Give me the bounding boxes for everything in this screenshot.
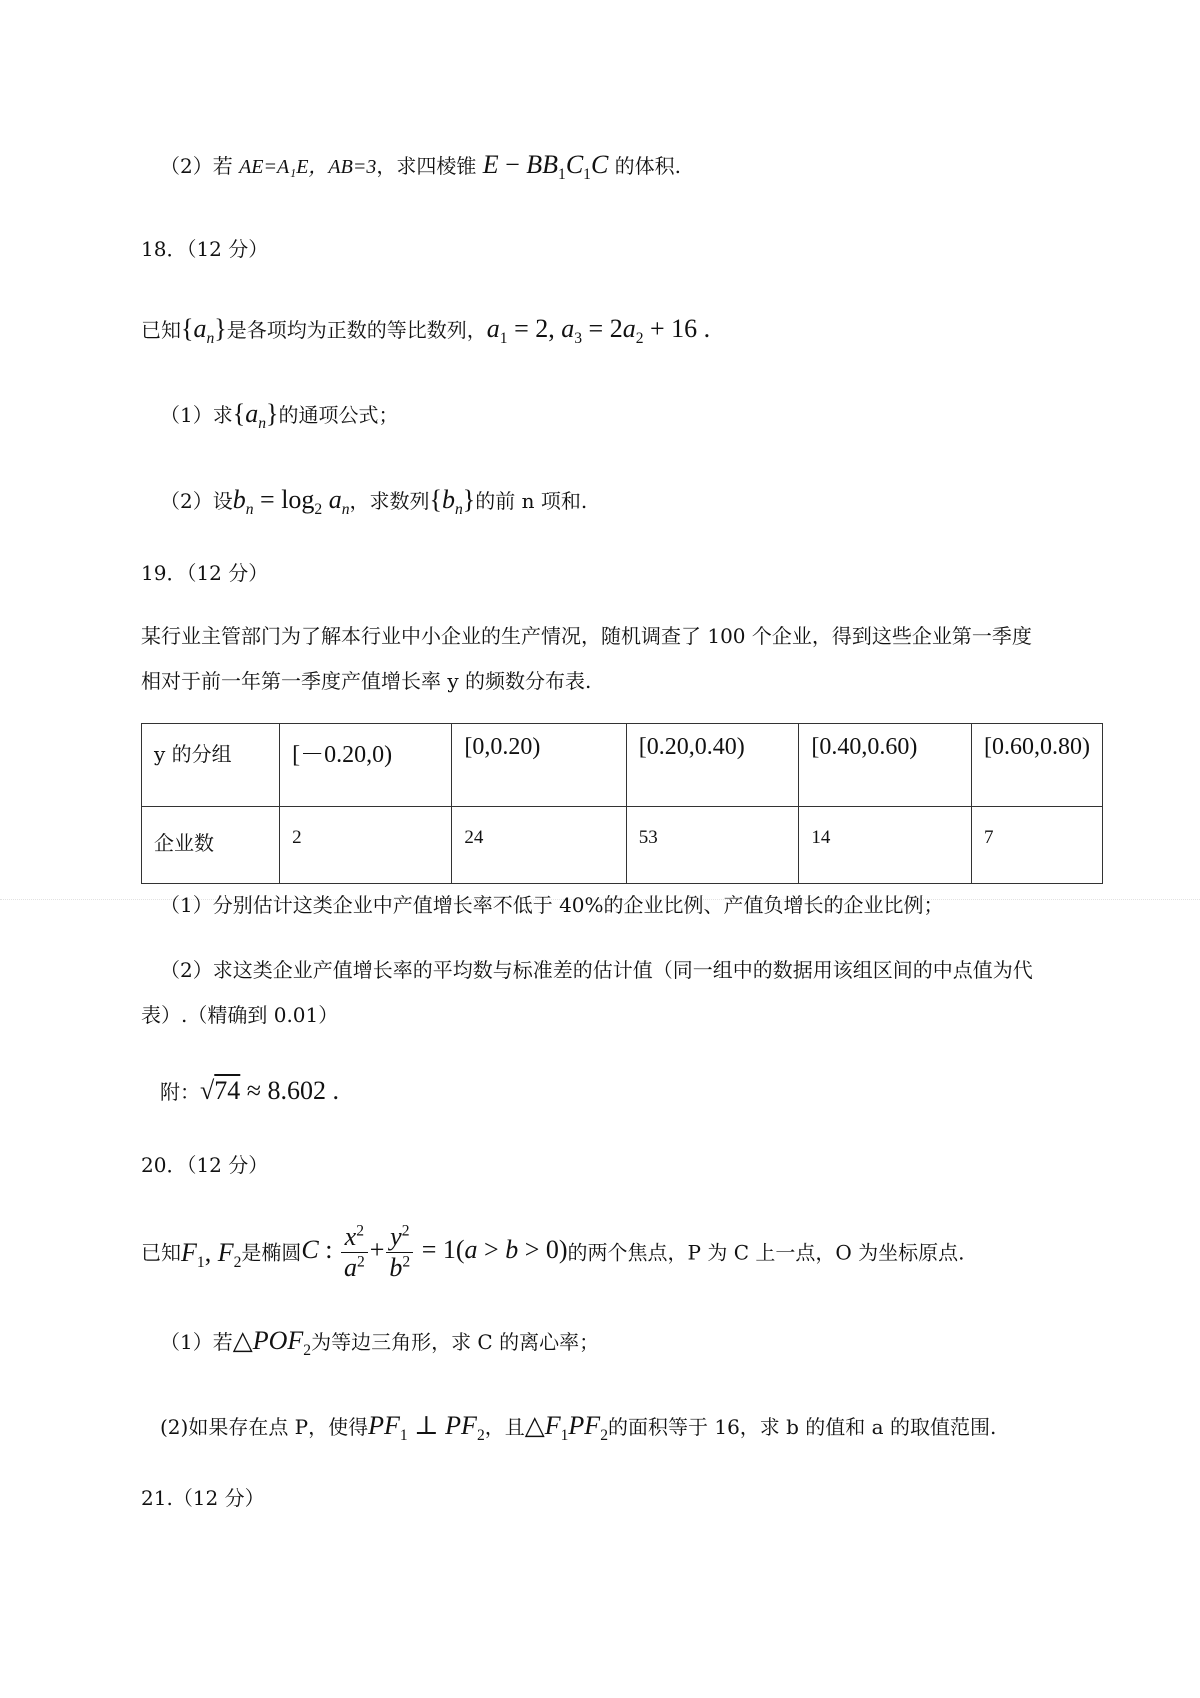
q19-stem-line2: 相对于前一年第一季度产值增长率 y 的频数分布表. [141, 669, 592, 693]
q20-perpendicular-formula: $PF_1$ ⊥ $PF_2$ [368, 1411, 485, 1445]
q20-part2 [160, 1411, 997, 1445]
q18-part2-suffix: 的前 n 项和. [475, 489, 588, 513]
q19-part1: （1）分别估计这类企业中产值增长率不低于 40%的企业比例、产值负增长的企业比例； [160, 893, 944, 917]
q19-number: 19． [141, 561, 187, 585]
q18-condition-formula: $a_1 = 2$, $a_3 = 2a_2 + 16$ . [486, 314, 711, 348]
q19-heading [141, 563, 268, 583]
q20-triangle-pof2: $\triangle POF_2$ [232, 1326, 312, 1360]
table-interval: [0.20,0.40) [626, 724, 799, 807]
q18-log-formula: $b_n = \log_2 a_n$ [232, 485, 350, 519]
q20-frac-x: $\frac{x^2}{a^2}$ [341, 1224, 368, 1281]
table-count: 2 [280, 807, 452, 884]
q18-part2-prefix: （2）设 [160, 489, 233, 513]
q18-sequence-b: $\{b_n\}$ [429, 485, 476, 519]
q19-points: （12 分） [186, 561, 269, 585]
q17-part2 [160, 150, 682, 184]
table-header-counts: 企业数 [142, 807, 280, 884]
q18-part1-prefix: （1）求 [160, 403, 233, 427]
q20-stem-prefix: 已知 [141, 1240, 181, 1265]
table-count: 53 [626, 807, 799, 884]
q20-foci: $F_1$, $F_2$ [181, 1237, 242, 1271]
q21-heading [141, 1488, 265, 1508]
q21-number: 21. [141, 1486, 173, 1510]
table-header-groups: y 的分组 [142, 724, 280, 807]
table-interval: [0.40,0.60) [799, 724, 972, 807]
q19-part2-line2: 表）.（精确到 0.01） [141, 1003, 339, 1027]
q17-part2-condition: AE=A₁E，AB=3 [239, 156, 377, 178]
q19-note-prefix: 附： [160, 1080, 200, 1104]
q18-points: （12 分） [186, 237, 269, 261]
q18-heading [141, 239, 268, 259]
q20-points: （12 分） [186, 1153, 269, 1177]
q18-stem-mid: 是各项均为正数的等比数列， [226, 318, 487, 342]
q19-part2-line1: （2）求这类企业产值增长率的平均数与标准差的估计值（同一组中的数据用该组区间的中点值为代 [160, 958, 1033, 982]
table-count: 14 [799, 807, 972, 884]
q20-part2-prefix: (2)如果存在点 P，使得 [160, 1415, 369, 1439]
q20-frac-y: $\frac{y^2}{b^2}$ [386, 1224, 413, 1281]
q18-part1 [160, 399, 399, 433]
q20-stem-mid: 是椭圆 [241, 1240, 302, 1265]
table-row-groups [142, 724, 1103, 807]
q17-part2-prefix: （2）若 [160, 154, 240, 178]
table-interval: [0,0.20) [452, 724, 626, 807]
q18-part1-suffix: 的通项公式； [278, 403, 399, 427]
q20-stem [141, 1224, 965, 1281]
table-count: 7 [972, 807, 1103, 884]
q18-part2 [160, 485, 588, 519]
table-interval: [0.60,0.80) [972, 724, 1103, 807]
q17-pyramid-formula: $E - BB_1C_1C$ [482, 150, 609, 184]
q20-ellipse-formula: C : $\frac{x^2}{a^2}$ + $\frac{y^2}{b^2}$ = 1(a > b > 0) [301, 1222, 568, 1282]
q20-part1-suffix: 为等边三角形，求 C 的离心率； [311, 1330, 600, 1354]
frequency-table [141, 723, 1103, 884]
q20-part2-mid: ，且 [484, 1415, 525, 1439]
q18-stem-prefix: 已知 [141, 318, 181, 342]
q19-stem-line1: 某行业主管部门为了解本行业中小企业的生产情况，随机调查了 100 个企业，得到这些企业第一季度 [141, 624, 1032, 648]
q20-stem-suffix: 的两个焦点，P 为 C 上一点，O 为坐标原点. [567, 1240, 965, 1265]
q17-part2-mid: ，求四棱锥 [376, 154, 483, 178]
q18-sequence-a: $\{a_n\}$ [181, 314, 227, 348]
q19-note [160, 1078, 339, 1104]
q19-sqrt-formula: √74 ≈ 8.602 . [200, 1076, 340, 1105]
table-count: 24 [452, 807, 626, 884]
q18-stem [141, 314, 711, 348]
q20-heading [141, 1155, 268, 1175]
q20-part1 [160, 1326, 600, 1360]
table-row-counts [142, 807, 1103, 884]
q18-number: 18． [141, 237, 187, 261]
q18-part1-sequence: $\{a_n\}$ [232, 399, 279, 433]
q20-part1-prefix: （1）若 [160, 1330, 233, 1354]
q20-number: 20． [141, 1153, 187, 1177]
q20-part2-suffix: 的面积等于 16，求 b 的值和 a 的取值范围. [607, 1415, 997, 1439]
q18-part2-mid: ，求数列 [349, 489, 430, 513]
q21-points: （12 分） [172, 1486, 265, 1510]
q17-part2-suffix: 的体积. [608, 154, 682, 178]
q20-triangle-f1pf2: $\triangle F_1PF_2$ [524, 1411, 608, 1445]
table-interval: [－0.20,0) [280, 724, 452, 807]
